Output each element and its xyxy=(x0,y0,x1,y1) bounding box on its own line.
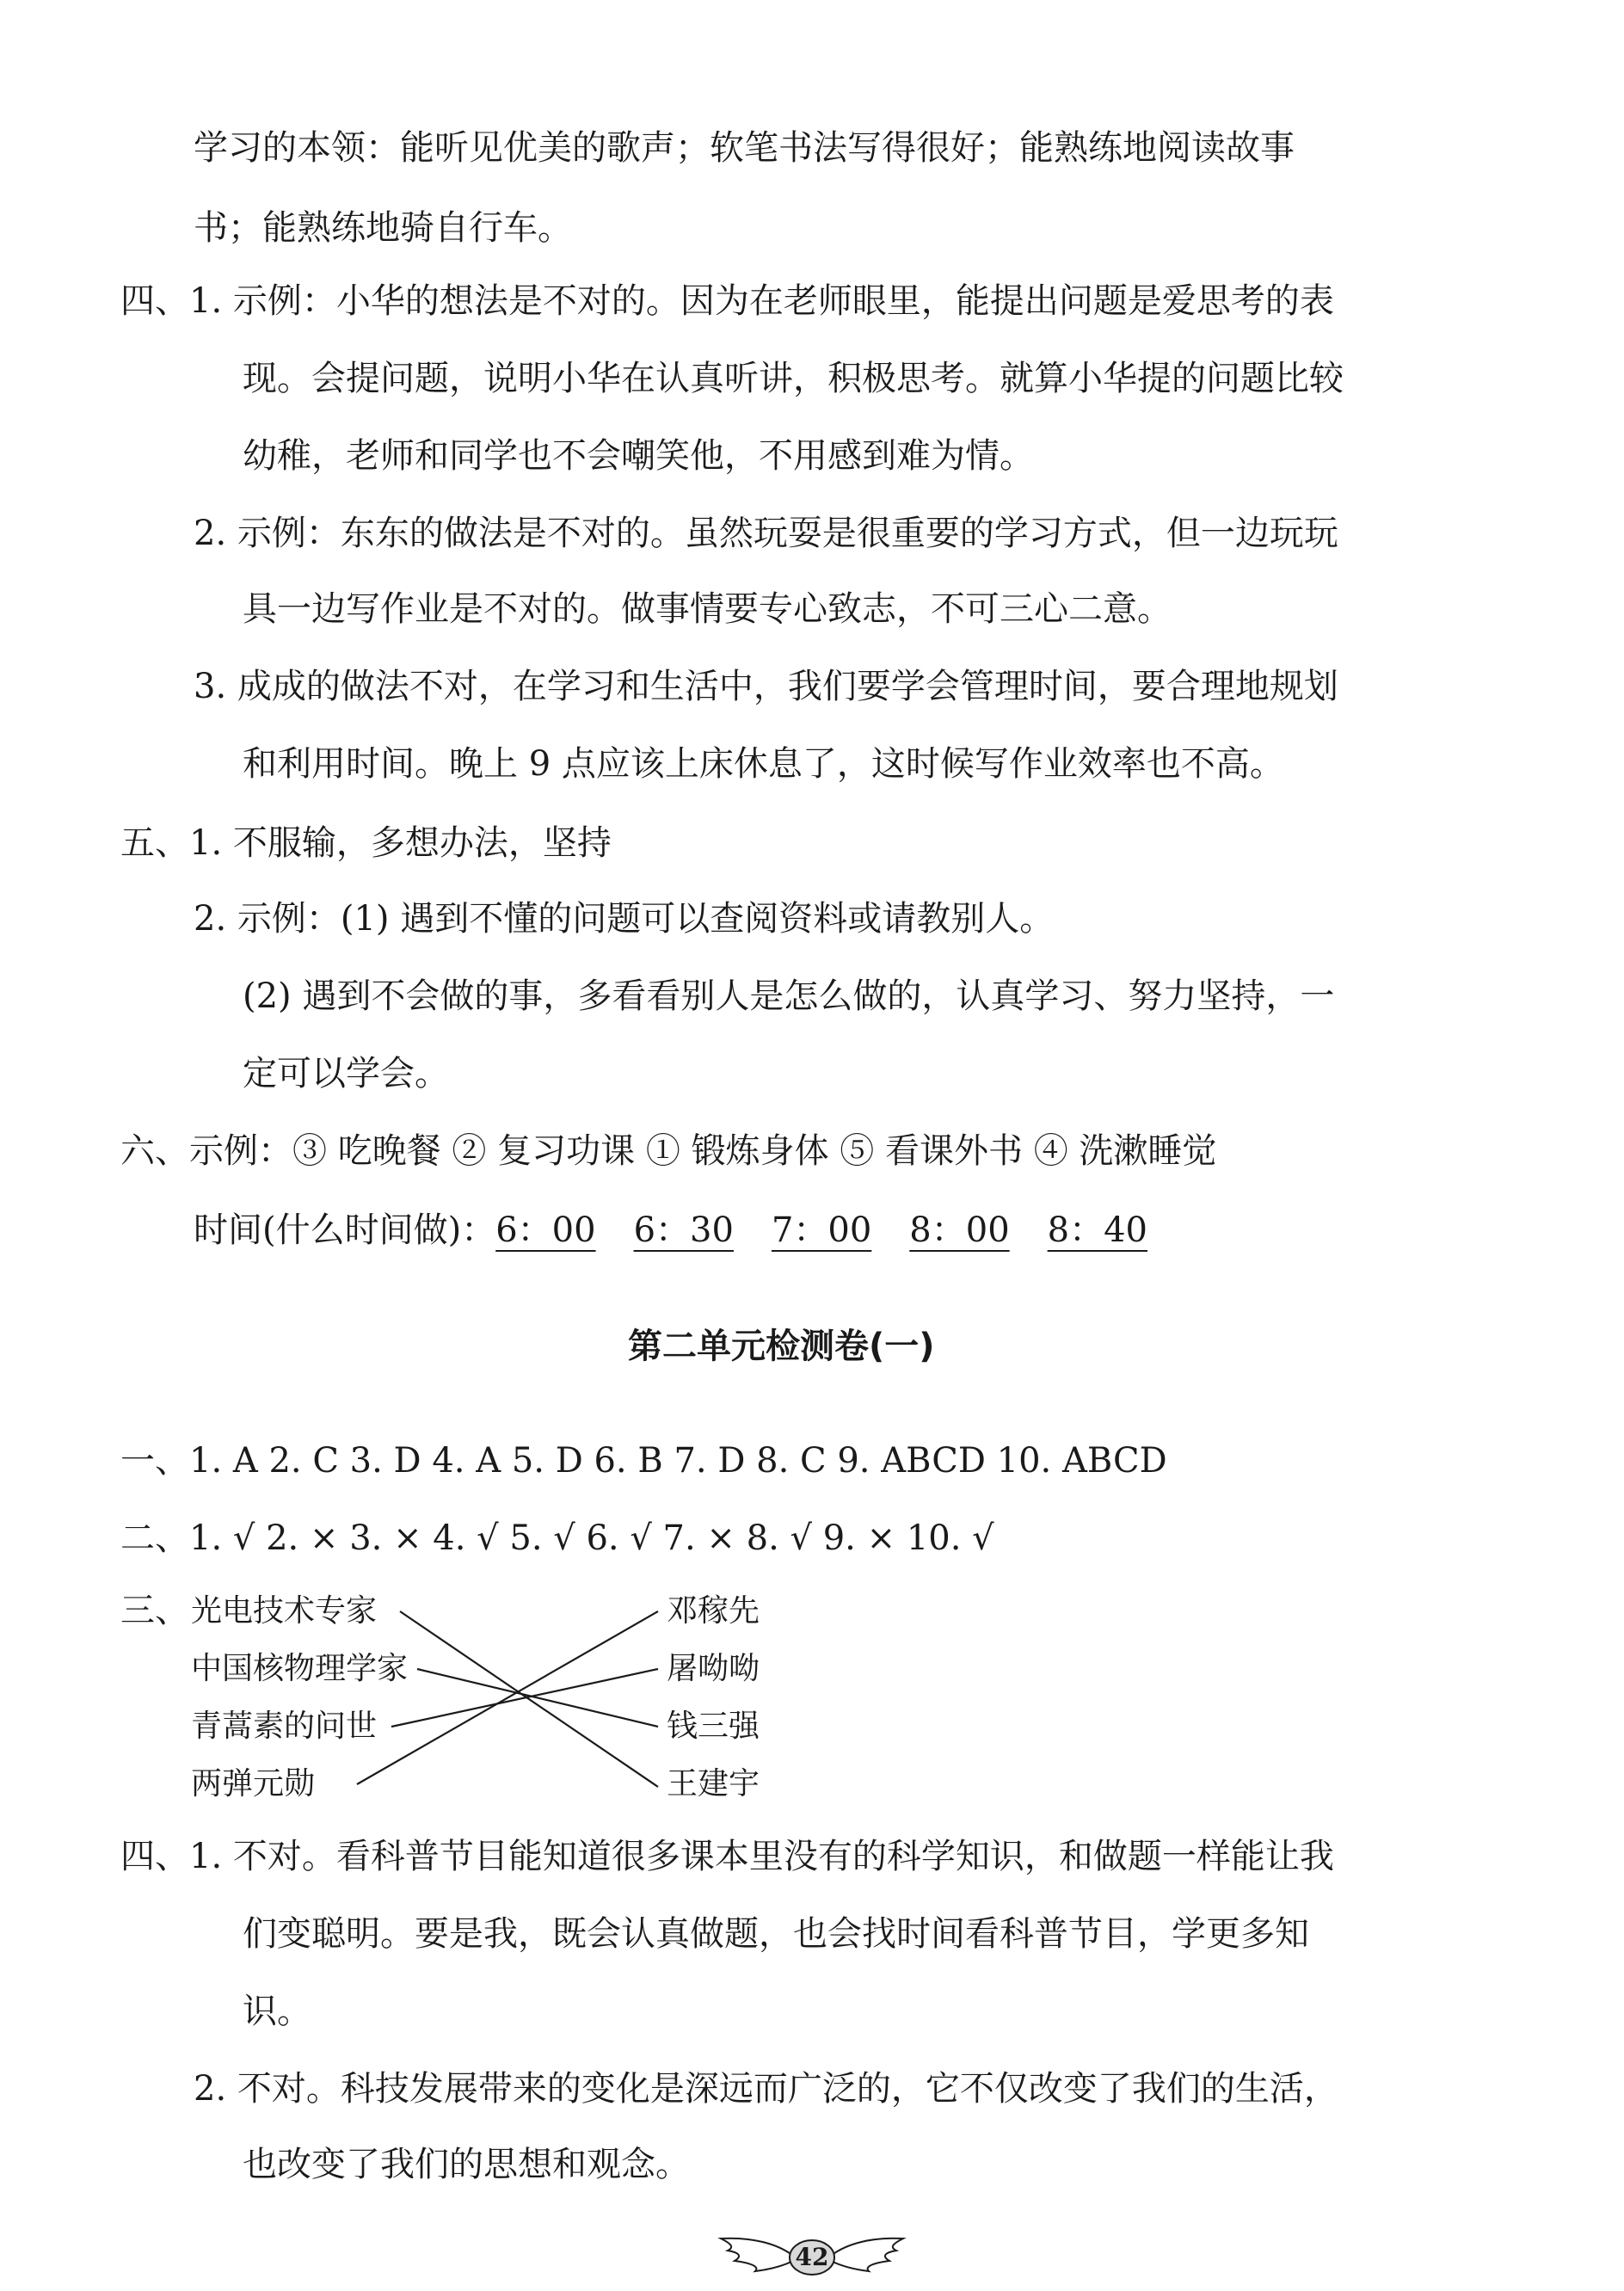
page-number-ornament xyxy=(709,2228,915,2280)
match-left-item: 两弹元勋 xyxy=(191,1766,316,1801)
time-label: 时间(什么时间做)： xyxy=(194,1210,496,1250)
match-left-item: 光电技术专家 xyxy=(191,1593,378,1629)
text-line: 学习的本领：能听见优美的歌声；软笔书法写得很好；能熟练地阅读故事 xyxy=(194,128,1295,168)
text-line: 和利用时间。晚上 9 点应该上床休息了，这时候写作业效率也不高。 xyxy=(243,744,1284,784)
text-line: 也改变了我们的思想和观念。 xyxy=(243,2145,690,2184)
text-line: 定可以学会。 xyxy=(243,1054,449,1093)
text-line: 3. 成成的做法不对，在学习和生活中，我们要学会管理时间，要合理地规划 xyxy=(194,667,1338,706)
page-number: 42 xyxy=(795,2243,829,2271)
text-line: 们变聪明。要是我，既会认真做题，也会找时间看科普节目，学更多知 xyxy=(243,1914,1309,1954)
section-title: 第二单元检测卷(一) xyxy=(628,1327,935,1366)
text-line: 2. 不对。科技发展带来的变化是深远而广泛的，它不仅改变了我们的生活， xyxy=(194,2069,1338,2109)
match-right-item: 屠呦呦 xyxy=(667,1651,760,1686)
match-right-item: 钱三强 xyxy=(667,1709,760,1744)
time-answer: 6：30 xyxy=(633,1210,734,1250)
time-answer: 8：40 xyxy=(1047,1210,1148,1250)
text-line: 具一边写作业是不对的。做事情要专心致志，不可三心二意。 xyxy=(243,589,1172,629)
text-line: 四、1. 示例：小华的想法是不对的。因为在老师眼里，能提出问题是爱思考的表 xyxy=(120,281,1334,321)
text-line: 幼稚，老师和同学也不会嘲笑他，不用感到难为情。 xyxy=(243,436,1034,476)
section-three-prefix: 三、 xyxy=(120,1591,189,1630)
text-line: 识。 xyxy=(243,1992,311,2031)
match-left-item: 中国核物理学家 xyxy=(191,1651,409,1686)
match-connector xyxy=(357,1611,658,1784)
match-left-item: 青蒿素的问世 xyxy=(191,1709,378,1744)
text-line: 五、1. 不服输，多想办法，坚持 xyxy=(120,823,612,863)
text-line: (2) 遇到不会做的事，多看看别人是怎么做的，认真学习、努力坚持，一 xyxy=(243,976,1335,1016)
match-right-item: 邓稼先 xyxy=(667,1593,760,1629)
answer-line-two: 二、1. √ 2. × 3. × 4. √ 5. √ 6. √ 7. × 8. √ 9. × 10. √ xyxy=(120,1518,994,1558)
time-answer: 6：00 xyxy=(495,1210,596,1250)
match-connector xyxy=(400,1611,658,1787)
text-line: 现。会提问题，说明小华在认真听讲，积极思考。就算小华提的问题比较 xyxy=(243,359,1344,398)
text-line: 六、示例：③ 吃晚餐 ② 复习功课 ① 锻炼身体 ⑤ 看课外书 ④ 洗漱睡觉 xyxy=(120,1131,1217,1171)
text-line: 四、1. 不对。看科普节目能知道很多课本里没有的科学知识，和做题一样能让我 xyxy=(120,1837,1334,1876)
text-line: 2. 示例：东东的做法是不对的。虽然玩耍是很重要的学习方式，但一边玩玩 xyxy=(194,514,1338,553)
time-answer: 8：00 xyxy=(909,1210,1010,1250)
time-answer: 7：00 xyxy=(771,1210,872,1250)
match-right-item: 王建宇 xyxy=(667,1766,760,1801)
text-line: 书；能熟练地骑自行车。 xyxy=(194,208,572,248)
answer-line-one: 一、1. A 2. C 3. D 4. A 5. D 6. B 7. D 8. C 9. ABCD 10. ABCD xyxy=(120,1441,1167,1481)
text-line: 2. 示例：(1) 遇到不懂的问题可以查阅资料或请教别人。 xyxy=(194,899,1055,939)
